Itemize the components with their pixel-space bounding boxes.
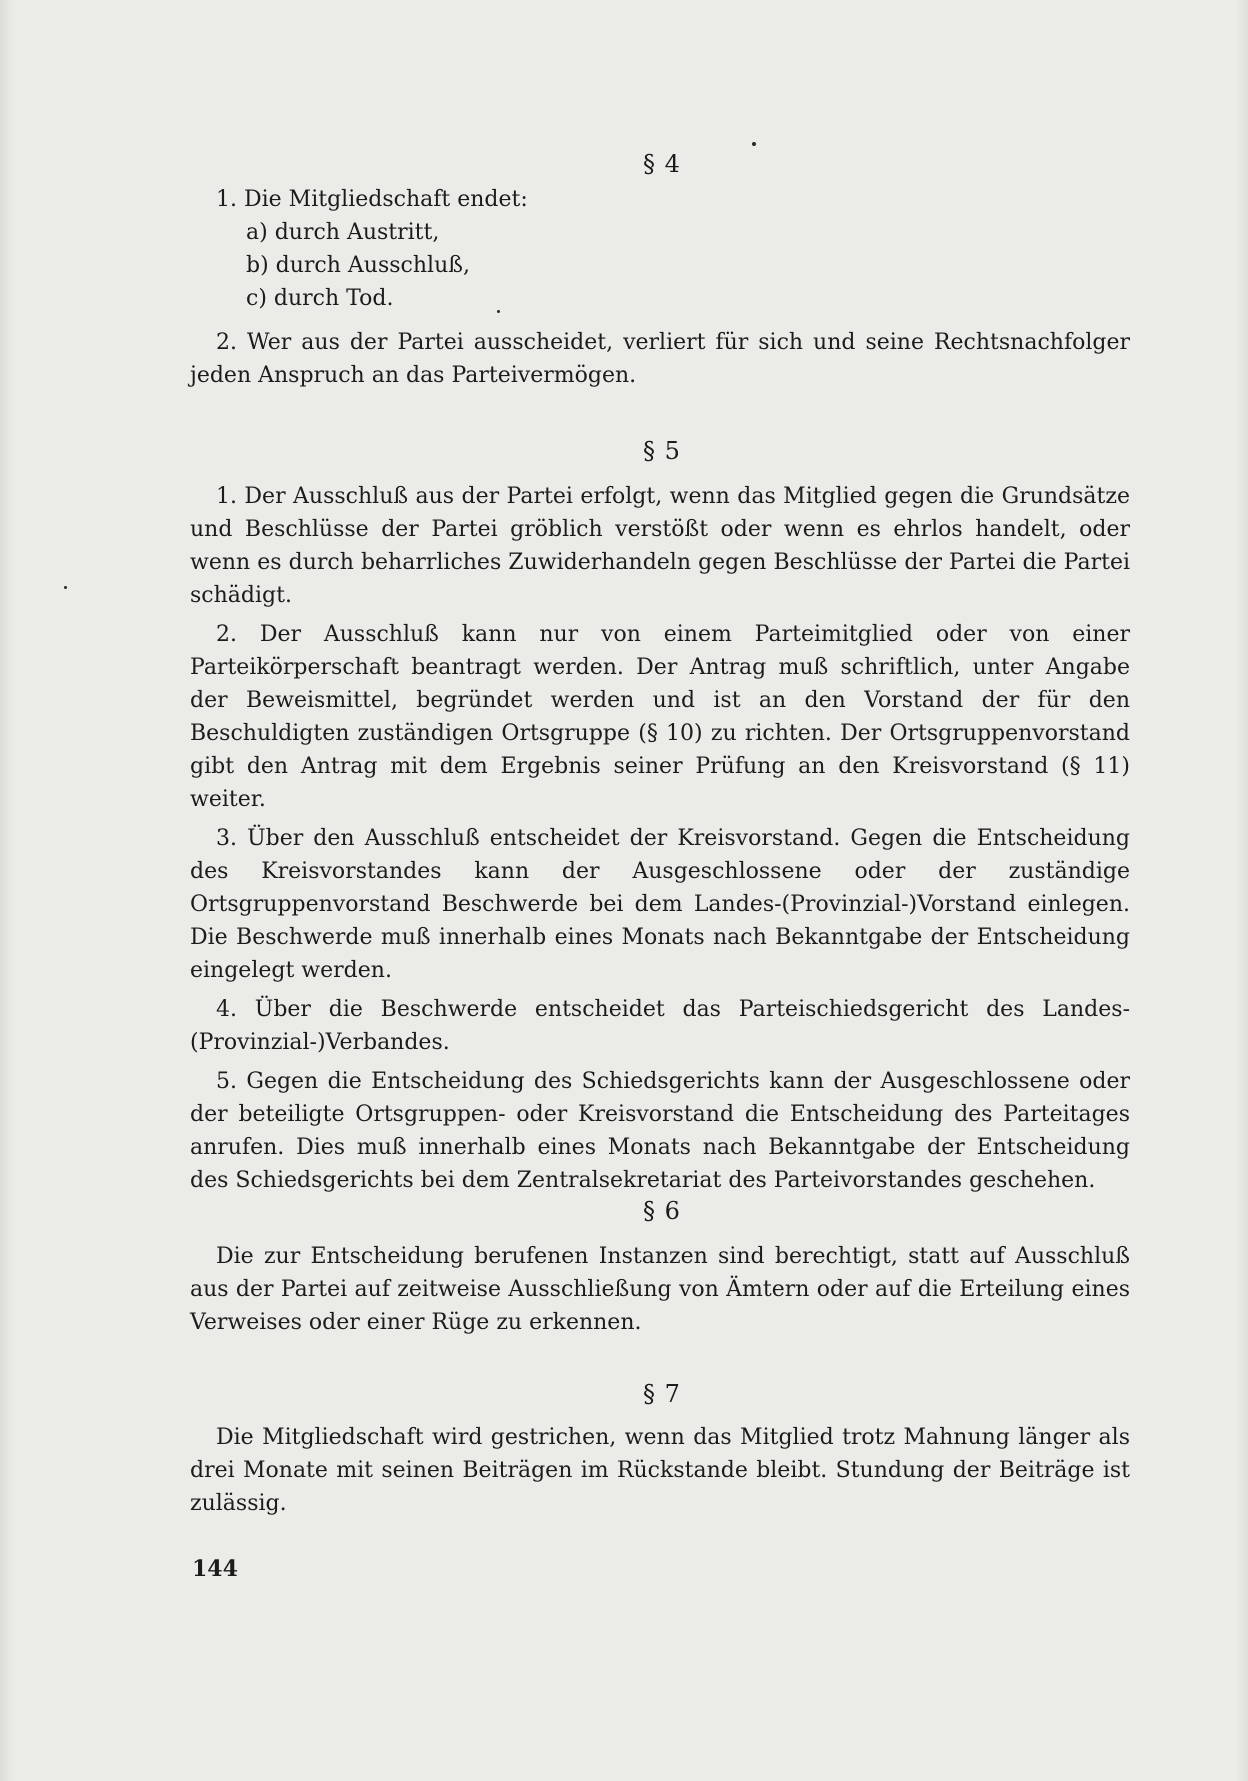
paragraph: 2. Wer aus der Partei ausscheidet, verliert für sich und seine Rechtsnachfolger jeden Anspruch an das Parteivermögen. — [190, 330, 1130, 388]
ink-speck — [752, 142, 756, 146]
ink-speck — [64, 586, 67, 589]
list-item: b) durch Ausschluß, — [246, 253, 470, 278]
section-7-body — [190, 1421, 1130, 1526]
section-5-body — [190, 480, 1130, 1203]
paragraph: 4. Über die Beschwerde entscheidet das Parteischiedsgericht des Landes-(Provinzial-)Verbandes. — [190, 997, 1130, 1055]
page-number: 144 — [192, 1556, 238, 1582]
list-intro: 1. Die Mitgliedschaft endet: — [216, 187, 528, 212]
section-heading-7: § 7 — [643, 1380, 681, 1408]
paragraph: 5. Gegen die Entscheidung des Schiedsgerichts kann der Ausgeschlossene oder der beteiligte Ortsgruppen- oder Kreisvorstand die Entscheidung des Parteitages anrufen. Dies muß innerhalb eines Monats nach Bekanntgabe der Entscheidung des Schiedsgerichts bei dem Zentralsekretariat des Parteivorstandes geschehen. — [190, 1069, 1130, 1193]
section-4-body — [190, 183, 1130, 315]
section-heading-6: § 6 — [643, 1197, 681, 1225]
paragraph: Die zur Entscheidung berufenen Instanzen sind berechtigt, statt auf Ausschluß aus der Partei auf zeitweise Ausschließung von Ämtern oder auf die Erteilung eines Verweises oder einer Rüge zu erkennen. — [190, 1244, 1130, 1335]
section-4-paragraphs — [190, 326, 1130, 398]
scan-edge-right — [1236, 0, 1248, 1781]
paragraph: Die Mitgliedschaft wird gestrichen, wenn das Mitglied trotz Mahnung länger als drei Monate mit seinen Beiträgen im Rückstande bleibt. Stundung der Beiträge ist zulässig. — [190, 1425, 1130, 1516]
paragraph: 1. Der Ausschluß aus der Partei erfolgt, wenn das Mitglied gegen die Grundsätze und Beschlüsse der Partei gröblich verstößt oder wenn es ehrlos handelt, oder wenn es durch beharrliches Zuwiderhandeln gegen Beschlüsse der Partei die Partei schädigt. — [190, 484, 1130, 608]
section-heading-4: § 4 — [643, 150, 681, 178]
list-item: a) durch Austritt, — [246, 220, 440, 245]
scan-edge-left — [0, 0, 14, 1781]
paragraph: 3. Über den Ausschluß entscheidet der Kreisvorstand. Gegen die Entscheidung des Kreisvorstandes kann der Ausgeschlossene oder der zuständige Ortsgruppenvorstand Beschwerde bei dem Landes-(Provinzial-)Vorstand einlegen. Die Beschwerde muß innerhalb eines Monats nach Bekanntgabe der Entscheidung eingelegt werden. — [190, 826, 1130, 983]
paragraph: 2. Der Ausschluß kann nur von einem Parteimitglied oder von einer Parteikörperschaft beantragt werden. Der Antrag muß schriftlich, unter Angabe der Beweismittel, begründet werden und ist an den Vorstand der für den Beschuldigten zuständigen Ortsgruppe (§ 10) zu richten. Der Ortsgruppenvorstand gibt den Antrag mit dem Ergebnis seiner Prüfung an den Kreisvorstand (§ 11) weiter. — [190, 622, 1130, 812]
list-item: c) durch Tod. — [246, 286, 394, 311]
section-6-body — [190, 1240, 1130, 1345]
section-heading-5: § 5 — [643, 437, 681, 465]
